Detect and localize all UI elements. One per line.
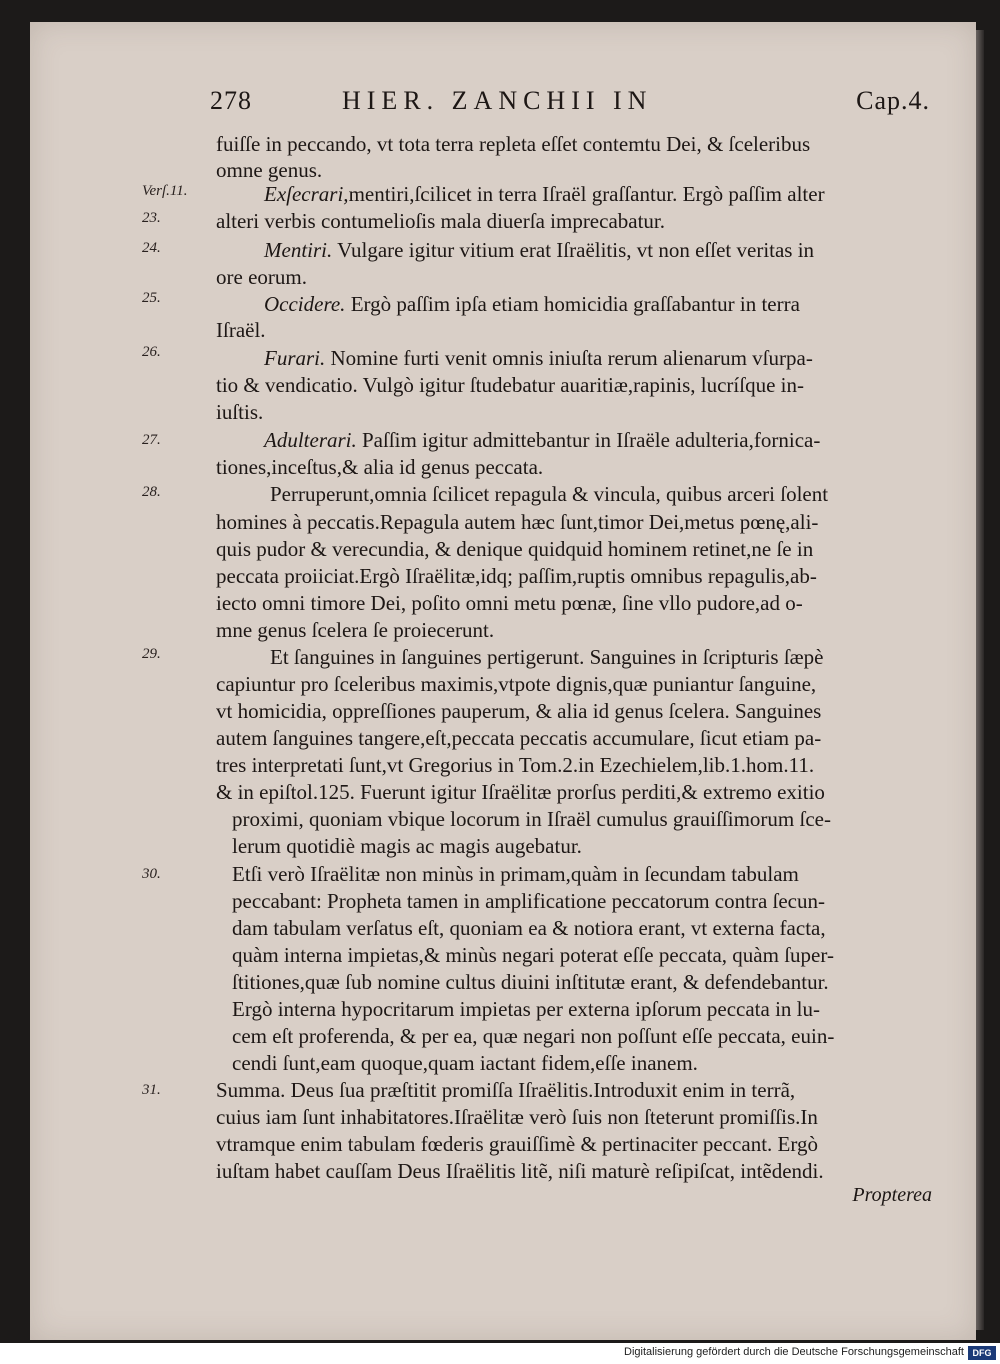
page-edge (976, 30, 984, 1330)
text-line: peccata proiiciat.Ergò Iſraëlitæ,idq; paſſim,ruptis omnibus repagulis,ab- (216, 564, 817, 588)
text-line: capiuntur pro ſceleribus maximis,vtpote dignis,quæ puniantur ſanguine, (216, 672, 817, 696)
text-line: ſtitiones,quæ ſub nomine cultus diuini inſtitutæ erant, & defendebantur. (232, 970, 829, 994)
line-text: mentiri,ſcilicet in terra Iſraël graſſantur. Ergò paſſim alter (348, 182, 825, 206)
text-line (216, 346, 932, 370)
text-line: quis pudor & verecundia, & denique quidquid hominem retinet,ne ſe in (216, 537, 814, 561)
text-line: dam tabulam verſatus eſt, quoniam ea & notiora erant, vt externa facta, (232, 916, 826, 940)
text-line: & in epiſtol.125. Fuerunt igitur Iſraëlitæ prorſus perditi,& extremo exitio (216, 780, 825, 804)
text-line (216, 238, 932, 262)
text-line: tiones,inceſtus,& alia id genus peccata. (216, 455, 544, 479)
text-line: Iſraël. (216, 318, 266, 342)
margin-note-29: 29. (142, 646, 161, 662)
text-line: iuſtis. (216, 400, 264, 424)
text-line: omne genus. (216, 158, 323, 182)
footer-credit: Digitalisierung gefördert durch die Deutsche Forschungsgemeinschaft (624, 1346, 964, 1358)
text-line: lerum quotidiè magis ac magis augebatur. (232, 834, 582, 858)
line-text: Vulgare igitur vitium erat Iſraëlitis, vt non eſſet veritas in (332, 238, 815, 262)
text-line: Etſi verò Iſraëlitæ non minùs in primam,quàm in ſecundam tabulam (232, 862, 799, 886)
text-line (216, 428, 932, 452)
text-line: Perruperunt,omnia ſcilicet repagula & vincula, quibus arceri ſolent (270, 482, 829, 506)
margin-note-23: 23. (142, 210, 161, 226)
text-line: Summa. Deus ſua præſtitit promiſſa Iſraëlitis.Introduxit enim in terrã, (216, 1078, 796, 1102)
running-header (210, 86, 930, 120)
catchword: Propterea (852, 1184, 932, 1206)
text-line (216, 182, 932, 206)
lemma: Mentiri. (264, 238, 333, 262)
line-text: Nomine furti venit omnis iniuſta rerum alienarum vſurpa- (325, 346, 813, 370)
text-line: fuiſſe in peccando, vt tota terra repleta eſſet contemtu Dei, & ſceleribus (216, 132, 811, 156)
text-line: proximi, quoniam vbique locorum in Iſraël cumulus grauiſſimorum ſce- (232, 807, 831, 831)
text-line (216, 292, 932, 316)
footer-bar (0, 1343, 1000, 1364)
margin-note-24: 24. (142, 240, 161, 256)
text-line: quàm interna impietas,& minùs negari poterat eſſe peccata, quàm ſuper- (232, 943, 834, 967)
line-text: Ergò paſſim ipſa etiam homicidia graſſabantur in terra (345, 292, 800, 316)
text-line: homines à peccatis.Repagula autem hæc ſunt,timor Dei,metus pœnę,ali- (216, 510, 819, 534)
text-line: tres interpretati ſunt,vt Gregorius in Tom.2.in Ezechielem,lib.1.hom.11. (216, 753, 815, 777)
running-head-title: HIER. ZANCHII IN (342, 86, 653, 115)
text-line: cuius iam ſunt inhabitatores.Iſraëlitæ verò ſuis non ſteterunt promiſſis.In (216, 1105, 818, 1129)
text-line: iecto omni timore Dei, poſito omni metu pœnæ, ſine vllo pudore,ad o- (216, 591, 803, 615)
text-line: ore eorum. (216, 265, 307, 289)
text-line: iuſtam habet cauſſam Deus Iſraëlitis litẽ, niſi maturè reſipiſcat, intẽdendi. (216, 1159, 824, 1183)
text-line: autem ſanguines tangere,eſt,peccata peccatis accumulare, ſicut etiam pa- (216, 726, 822, 750)
margin-note-30: 30. (142, 866, 161, 882)
margin-note-27: 27. (142, 432, 161, 448)
lemma: Occidere. (264, 292, 346, 316)
lemma: Exſecrari, (264, 182, 349, 206)
margin-note-25: 25. (142, 290, 161, 306)
text-line: Ergò interna hypocritarum impietas per externa ipſorum peccata in lu- (232, 997, 820, 1021)
margin-note-vers-11: Verſ.11. (142, 183, 188, 199)
margin-note-26: 26. (142, 344, 161, 360)
margin-note-28: 28. (142, 484, 161, 500)
lemma: Adulterari. (264, 428, 357, 452)
lemma: Furari. (264, 346, 326, 370)
chapter-label: Cap.4. (856, 86, 930, 115)
text-line: alteri verbis contumelioſis mala diuerſa imprecabatur. (216, 209, 666, 233)
text-line: tio & vendicatio. Vulgò igitur ſtudebatur auaritiæ,rapinis, lucríſque in- (216, 373, 804, 397)
line-text: Paſſim igitur admittebantur in Iſraële adulteria,fornica- (356, 428, 821, 452)
text-line: vtramque enim tabulam fœderis grauiſſimè & pertinaciter peccant. Ergò (216, 1132, 818, 1156)
text-line: mne genus ſcelera ſe proiecerunt. (216, 618, 495, 642)
text-line: Et ſanguines in ſanguines pertigerunt. Sanguines in ſcripturis ſæpè (270, 645, 824, 669)
text-line: peccabant: Propheta tamen in amplificatione peccatorum contra ſecun- (232, 889, 825, 913)
text-line: cem eſt proferenda, & per ea, quæ negari non poſſunt eſſe peccata, euin- (232, 1024, 835, 1048)
margin-note-31: 31. (142, 1082, 161, 1098)
page-number: 278 (210, 86, 252, 115)
text-line: vt homicidia, oppreſſiones pauperum, & alia id genus ſcelera. Sanguines (216, 699, 822, 723)
text-line: cendi ſunt,eam quoque,quam iactant fidem,eſſe inanem. (232, 1051, 698, 1075)
dfg-logo: DFG (968, 1346, 996, 1360)
